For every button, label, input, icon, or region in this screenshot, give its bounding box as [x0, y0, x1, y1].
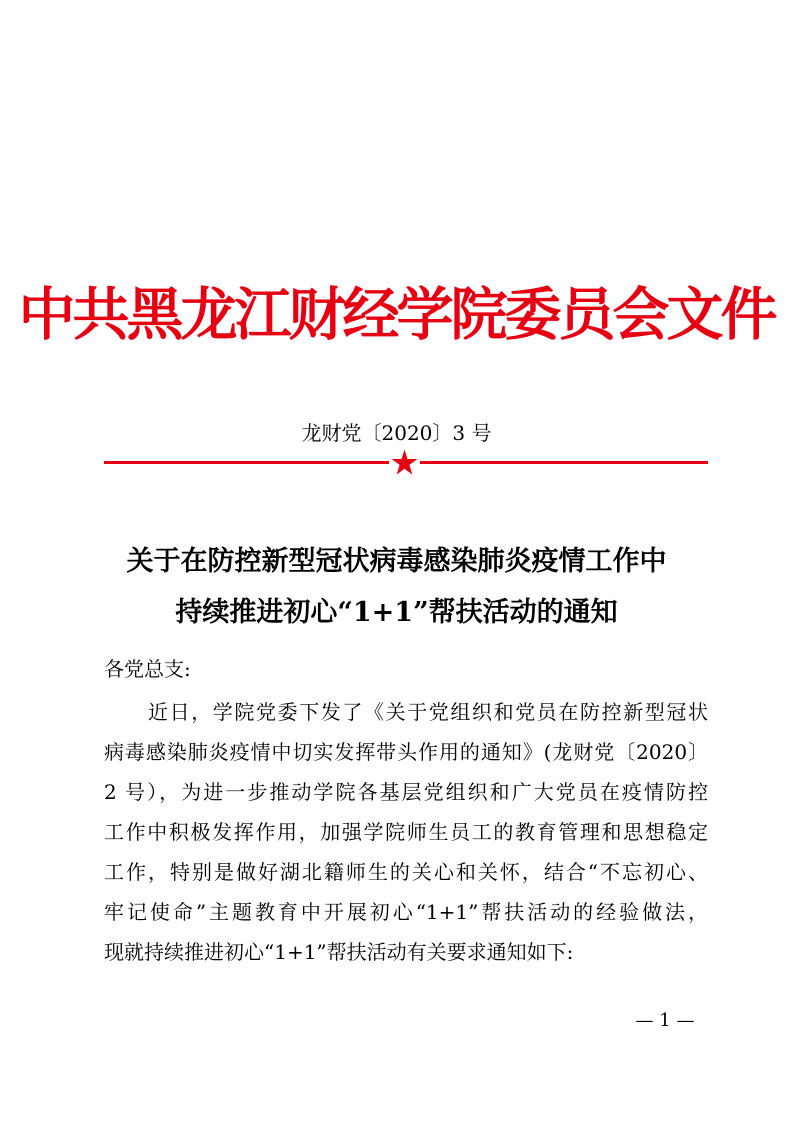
body-line: 近日，学院党委下发了《关于党组织和党员在防控新型冠状: [148, 700, 708, 724]
body-line: 2 号），为进一步推动学院各基层党组织和广大党员在疫情防控: [104, 780, 708, 804]
red-star-icon: [391, 449, 418, 476]
salutation: 各党总支:: [104, 657, 191, 681]
body-line: 工作中积极发挥作用，加强学院师生员工的教育管理和思想稳定: [104, 820, 708, 844]
page-number: — 1 —: [635, 1010, 695, 1031]
notice-title-line-2: 持续推进初心“1+1”帮扶活动的通知: [175, 597, 618, 628]
masthead-title: 中共黑龙江财经学院委员会文件: [18, 282, 775, 348]
body-line: 工作，特别是做好湖北籍师生的关心和关怀，结合“不忘初心、: [104, 860, 708, 884]
red-rule-right: [420, 461, 708, 464]
body-line: 现就持续推进初心“1+1”帮扶活动有关要求通知如下:: [104, 940, 574, 964]
document-number: 龙财党〔2020〕3 号: [301, 421, 492, 445]
body-line: 牢记使命”主题教育中开展初心“1+1”帮扶活动的经验做法，: [104, 900, 708, 924]
notice-title: [0, 536, 793, 638]
red-rule-left: [104, 461, 389, 464]
notice-body: [104, 695, 708, 975]
body-line: 病毒感染肺炎疫情中切实发挥带头作用的通知》(龙财党〔2020〕: [104, 740, 708, 764]
notice-title-line-1: 关于在防控新型冠状病毒感染肺炎疫情工作中: [126, 546, 667, 577]
